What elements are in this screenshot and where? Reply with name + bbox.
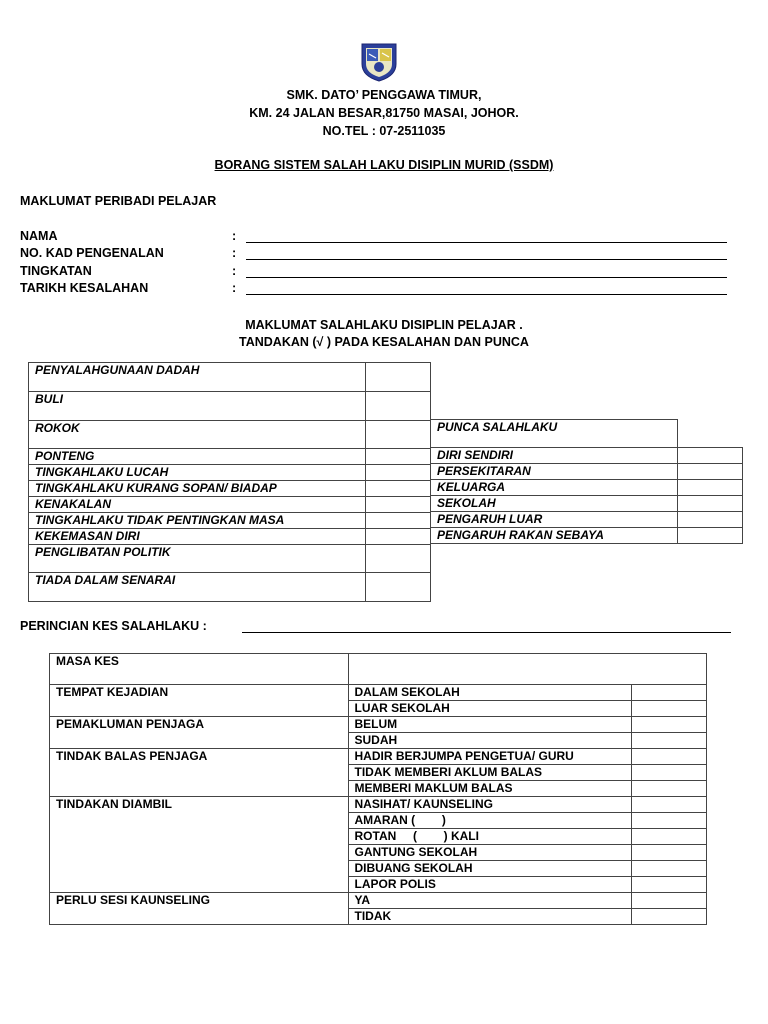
case-details-label: PERINCIAN KES SALAHLAKU :: [20, 619, 207, 633]
masa-kes-input[interactable]: [348, 654, 707, 685]
cause-label: PERSEKITARAN: [431, 464, 678, 480]
case-option: TIDAK MEMBERI AKLUM BALAS: [348, 765, 632, 781]
offense-checkbox[interactable]: [366, 449, 431, 465]
field-colon: :: [232, 264, 237, 278]
misconduct-heading: MAKLUMAT SALAHLAKU DISIPLIN PELAJAR .: [245, 318, 523, 332]
personal-heading: MAKLUMAT PERIBADI PELAJAR: [20, 194, 217, 208]
offense-checkbox[interactable]: [366, 573, 431, 602]
offense-label: TINGKAHLAKU TIDAK PENTINGKAN MASA: [29, 513, 366, 529]
cause-label: PENGARUH RAKAN SEBAYA: [431, 528, 678, 544]
case-option: YA: [348, 893, 632, 909]
case-option: LUAR SEKOLAH: [348, 701, 632, 717]
school-name: SMK. DATO’ PENGGAWA TIMUR,: [286, 88, 482, 102]
case-option: GANTUNG SEKOLAH: [348, 845, 632, 861]
cause-checkbox[interactable]: [678, 512, 743, 528]
case-checkbox[interactable]: [632, 717, 707, 733]
misconduct-instruction: TANDAKAN (√ ) PADA KESALAHAN DAN PUNCA: [239, 335, 529, 349]
offense-checkbox[interactable]: [366, 481, 431, 497]
offense-label: ROKOK: [29, 421, 366, 449]
ic-input-line[interactable]: [246, 259, 727, 260]
cause-label: DIRI SENDIRI: [431, 448, 678, 464]
offense-checkbox[interactable]: [366, 363, 431, 392]
case-checkbox[interactable]: [632, 877, 707, 893]
case-checkbox[interactable]: [632, 733, 707, 749]
masa-kes-label: MASA KES: [50, 654, 349, 685]
tingkatan-input-line[interactable]: [246, 277, 727, 278]
case-checkbox[interactable]: [632, 781, 707, 797]
cause-checkbox[interactable]: [678, 480, 743, 496]
field-label-tarikh: TARIKH KESALAHAN: [20, 281, 149, 295]
field-colon: :: [232, 281, 237, 295]
form-title: BORANG SISTEM SALAH LAKU DISIPLIN MURID (SSDM): [214, 158, 554, 172]
tindakan-label: TINDAKAN DIAMBIL: [50, 797, 349, 893]
case-checkbox[interactable]: [632, 829, 707, 845]
case-checkbox[interactable]: [632, 861, 707, 877]
case-option: BELUM: [348, 717, 632, 733]
case-details-input-line[interactable]: [242, 632, 731, 633]
cause-checkbox[interactable]: [678, 464, 743, 480]
offense-label: TINGKAHLAKU LUCAH: [29, 465, 366, 481]
offense-checkbox[interactable]: [366, 421, 431, 449]
case-checkbox[interactable]: [632, 765, 707, 781]
cause-checkbox[interactable]: [678, 448, 743, 464]
case-checkbox[interactable]: [632, 701, 707, 717]
school-address: KM. 24 JALAN BESAR,81750 MASAI, JOHOR.: [249, 106, 519, 120]
case-option: ROTAN ( ) KALI: [348, 829, 632, 845]
cause-table: [430, 419, 743, 544]
tarikh-input-line[interactable]: [246, 294, 727, 295]
case-option: SUDAH: [348, 733, 632, 749]
case-option: NASIHAT/ KAUNSELING: [348, 797, 632, 813]
pemakluman-label: PEMAKLUMAN PENJAGA: [50, 717, 349, 749]
offense-label: TINGKAHLAKU KURANG SOPAN/ BIADAP: [29, 481, 366, 497]
case-option: DALAM SEKOLAH: [348, 685, 632, 701]
school-phone: NO.TEL : 07-2511035: [322, 124, 446, 138]
cause-label: PENGARUH LUAR: [431, 512, 678, 528]
field-colon: :: [232, 229, 237, 243]
field-label-tingkatan: TINGKATAN: [20, 264, 92, 278]
case-checkbox[interactable]: [632, 749, 707, 765]
offense-label: PONTENG: [29, 449, 366, 465]
case-table: [49, 653, 707, 925]
offense-label: PENGLIBATAN POLITIK: [29, 545, 366, 573]
cause-checkbox[interactable]: [678, 528, 743, 544]
offense-label: KEKEMASAN DIRI: [29, 529, 366, 545]
offense-label: KENAKALAN: [29, 497, 366, 513]
offense-checkbox[interactable]: [366, 513, 431, 529]
case-option: DIBUANG SEKOLAH: [348, 861, 632, 877]
case-option: TIDAK: [348, 909, 632, 925]
school-crest-logo: [359, 40, 399, 82]
case-checkbox[interactable]: [632, 797, 707, 813]
case-checkbox[interactable]: [632, 685, 707, 701]
offense-label: TIADA DALAM SENARAI: [29, 573, 366, 602]
kaunseling-label: PERLU SESI KAUNSELING: [50, 893, 349, 925]
offense-checkbox[interactable]: [366, 497, 431, 513]
field-label-nama: NAMA: [20, 229, 58, 243]
cause-label: KELUARGA: [431, 480, 678, 496]
offense-checkbox[interactable]: [366, 465, 431, 481]
field-label-ic: NO. KAD PENGENALAN: [20, 246, 164, 260]
offense-checkbox[interactable]: [366, 392, 431, 421]
tindak-balas-label: TINDAK BALAS PENJAGA: [50, 749, 349, 797]
cause-checkbox[interactable]: [678, 496, 743, 512]
case-option: HADIR BERJUMPA PENGETUA/ GURU: [348, 749, 632, 765]
cause-label: SEKOLAH: [431, 496, 678, 512]
offense-checkbox[interactable]: [366, 545, 431, 573]
case-checkbox[interactable]: [632, 845, 707, 861]
offense-table: [28, 362, 431, 602]
case-option: MEMBERI MAKLUM BALAS: [348, 781, 632, 797]
offense-label: BULI: [29, 392, 366, 421]
offense-checkbox[interactable]: [366, 529, 431, 545]
field-colon: :: [232, 246, 237, 260]
case-option: LAPOR POLIS: [348, 877, 632, 893]
tempat-label: TEMPAT KEJADIAN: [50, 685, 349, 717]
case-checkbox[interactable]: [632, 813, 707, 829]
case-option: AMARAN ( ): [348, 813, 632, 829]
offense-label: PENYALAHGUNAAN DADAH: [29, 363, 366, 392]
nama-input-line[interactable]: [246, 242, 727, 243]
case-checkbox[interactable]: [632, 909, 707, 925]
case-checkbox[interactable]: [632, 893, 707, 909]
cause-heading: PUNCA SALAHLAKU: [431, 420, 678, 448]
